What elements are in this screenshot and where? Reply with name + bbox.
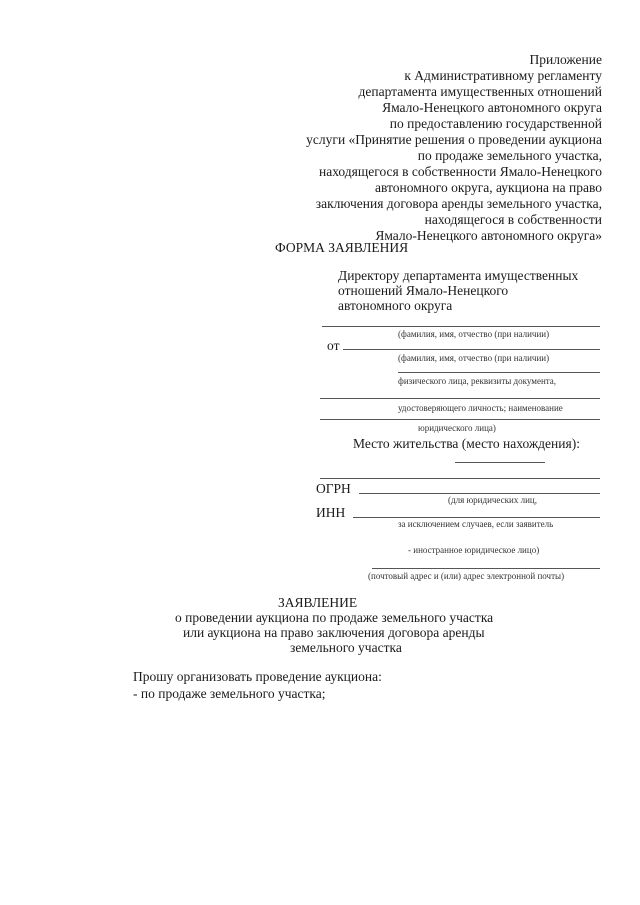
appendix-line: к Административному регламенту [404, 68, 602, 83]
residence-line-1[interactable] [455, 462, 545, 463]
inn-hint-1: за исключением случаев, если заявитель [398, 519, 554, 529]
option-land-sale: - по продаже земельного участка; [133, 686, 326, 701]
statement-subtitle: или аукциона на право заключения договора аренды [183, 625, 485, 640]
director-name-hint: (фамилия, имя, отчество (при наличии) [398, 329, 550, 339]
request-text: Прошу организовать проведение аукциона: [133, 669, 382, 684]
inn-field[interactable] [353, 517, 600, 518]
appendix-line: находящегося в собственности [424, 212, 602, 227]
appendix-line: департамента имущественных отношений [358, 84, 602, 99]
residence-label: Место жительства (место нахождения): [353, 436, 580, 451]
inn-hint-2: - иностранное юридическое лицо) [408, 545, 540, 555]
ogrn-label: ОГРН [316, 481, 351, 496]
applicant-hint-4: юридического лица) [418, 423, 496, 433]
statement-subtitle: о проведении аукциона по продаже земельного участка [175, 610, 494, 625]
inn-label: ИНН [316, 505, 346, 520]
addressee-line: Директору департамента имущественных [338, 268, 579, 283]
addressee-line: отношений Ямало-Ненецкого [338, 283, 509, 298]
statement-subtitle: земельного участка [290, 640, 402, 655]
applicant-line-3[interactable] [320, 398, 600, 399]
form-title: ФОРМА ЗАЯВЛЕНИЯ [275, 240, 409, 255]
ogrn-hint: (для юридических лиц, [448, 495, 537, 505]
ogrn-field[interactable] [359, 493, 600, 494]
contact-line[interactable] [372, 568, 600, 569]
applicant-hint-3: удостоверяющего личность; наименование [398, 403, 563, 413]
appendix-line: Приложение [529, 52, 602, 67]
residence-line-2[interactable] [320, 478, 600, 479]
addressee-line: автономного округа [338, 298, 453, 313]
applicant-name-hint: (фамилия, имя, отчество (при наличии) [398, 353, 550, 363]
applicant-line-4[interactable] [320, 419, 600, 420]
applicant-line-2[interactable] [398, 372, 600, 373]
statement-title: ЗАЯВЛЕНИЕ [278, 595, 358, 610]
applicant-hint-2: физического лица, реквизиты документа, [398, 376, 557, 386]
contact-hint: (почтовый адрес и (или) адрес электронной почты) [368, 571, 565, 581]
director-name-line[interactable] [322, 326, 600, 327]
applicant-name-line[interactable] [343, 349, 600, 350]
appendix-line: по предоставлению государственной [389, 116, 602, 131]
appendix-line: Ямало-Ненецкого автономного округа [382, 100, 602, 115]
appendix-line: находящегося в собственности Ямало-Ненецкого [318, 164, 602, 179]
appendix-line: заключения договора аренды земельного участка, [315, 196, 602, 211]
appendix-line: по продаже земельного участка, [417, 148, 602, 163]
appendix-line: услуги «Принятие решения о проведении аукциона [306, 132, 602, 147]
appendix-line: автономного округа, аукциона на право [375, 180, 602, 195]
appendix-line: Ямало-Ненецкого автономного округа» [375, 228, 602, 243]
from-label: от [327, 338, 340, 353]
